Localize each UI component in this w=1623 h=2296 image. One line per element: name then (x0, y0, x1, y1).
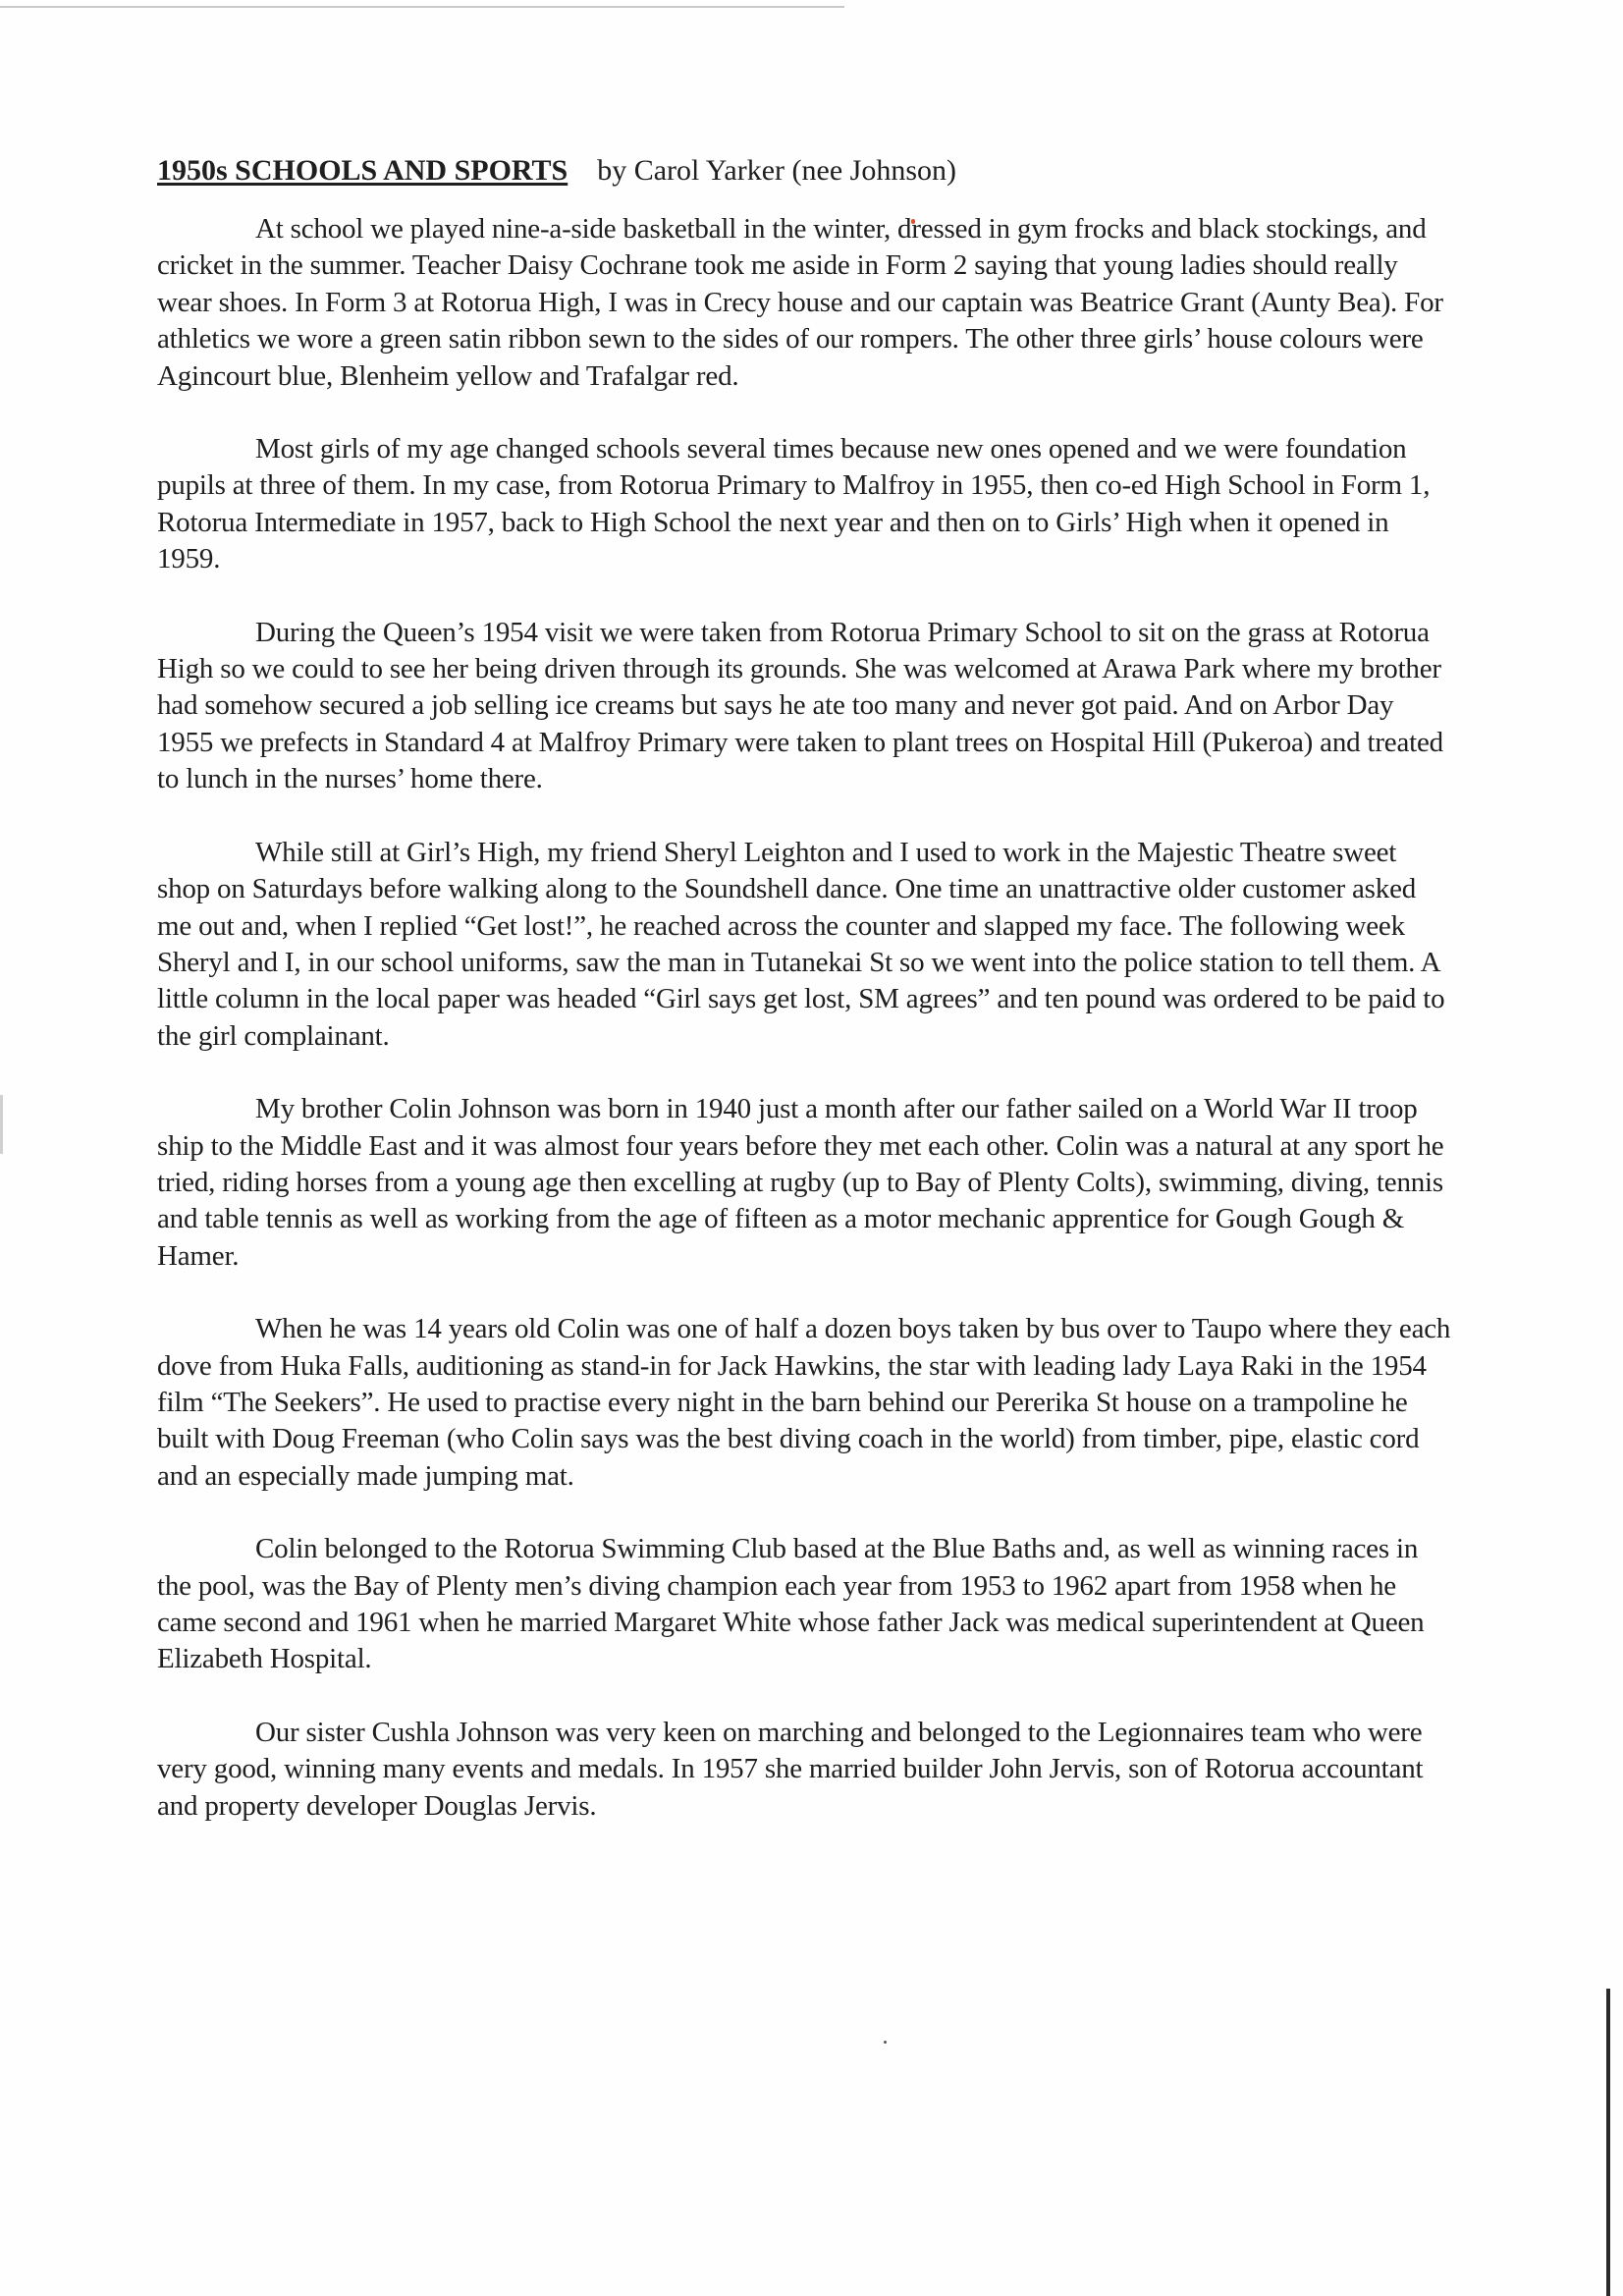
scan-right-edge (1606, 1989, 1610, 2296)
paragraph: Our sister Cushla Johnson was very keen on marching and belonged to the Legionnaires team who were very good, winning many events and medals. In 1957 she married builder John Jervis, son of Rotorua accountant and property developer Douglas Jervis. (157, 1716, 1424, 1822)
document-byline: by Carol Yarker (nee Johnson) (597, 154, 956, 187)
document-title: 1950s SCHOOLS AND SPORTS (157, 154, 568, 187)
paragraph: Most girls of my age changed schools several times because new ones opened and we were foundation pupils at three of them. In my case, from Rotorua Primary to Malfroy in 1955, then co-ed High School in Form 1, Rotorua Intermediate in 1957, back to High School the next year and then on to Girls’ High when it opened in 1959. (157, 433, 1431, 575)
document-heading (157, 152, 1453, 190)
ink-speck (884, 2041, 887, 2044)
paragraph: While still at Girl’s High, my friend Sheryl Leighton and I used to work in the Majestic Theatre sweet shop on Saturdays before walking along to the Soundshell dance. One time an unattractive older customer asked me out and, when I replied “Get lost!”, he reached across the counter and slapped my face. The following week Sheryl and I, in our school uniforms, saw the man in Tutanekai St so we went into the police station to tell them. A little column in the local paper was headed “Girl says get lost, SM agrees” and ten pound was ordered to be paid to the girl complainant. (157, 836, 1445, 1052)
paragraph: When he was 14 years old Colin was one of half a dozen boys taken by bus over to Taupo where they each dove from Huka Falls, auditioning as stand-in for Jack Hawkins, the star with leading lady Laya Raki in the 1954 film “The Seekers”. He used to practise every night in the barn behind our Pererika St house on a trampoline he built with Doug Freeman (who Colin says was the best diving coach in the world) from timber, pipe, elastic cord and an especially made jumping mat. (157, 1313, 1451, 1492)
paragraph: During the Queen’s 1954 visit we were taken from Rotorua Primary School to sit on the grass at Rotorua High so we could to see her being driven through its grounds. She was welcomed at Arawa Park where my brother had somehow secured a job selling ice creams but says he ate too many and never got paid. And on Arbor Day 1955 we prefects in Standard 4 at Malfroy Primary were taken to plant trees on Hospital Hill (Pukeroa) and treated to lunch in the nurses’ home there. (157, 616, 1443, 795)
scan-top-edge (0, 6, 844, 8)
paragraph: My brother Colin Johnson was born in 1940 just a month after our father sailed on a World War II troop ship to the Middle East and it was almost four years before they met each other. Colin was a natural at any sport he tried, riding horses from a young age then excelling at rugby (up to Bay of Plenty Colts), swimming, diving, tennis and table tennis as well as working from the age of fifteen as a motor mechanic apprentice for Gough Gough & Hamer. (157, 1093, 1444, 1272)
paragraph: Colin belonged to the Rotorua Swimming Club based at the Blue Baths and, as well as winning races in the pool, was the Bay of Plenty men’s diving champion each year from 1953 to 1962 apart from 1958 when he came second and 1961 when he married Margaret White whose father Jack was medical superintendent at Queen Elizabeth Hospital. (157, 1533, 1425, 1675)
document-body (157, 152, 1453, 1861)
paragraph: At school we played nine-a-side basketball in the winter, dressed in gym frocks and black stockings, and cricket in the summer. Teacher Daisy Cochrane took me aside in Form 2 saying that young ladies should really wear shoes. In Form 3 at Rotorua High, I was in Crecy house and our captain was Beatrice Grant (Aunty Bea). For athletics we wore a green satin ribbon sewn to the sides of our rompers. The other three girls’ house colours were Agincourt blue, Blenheim yellow and Trafalgar red. (157, 213, 1443, 392)
scan-left-mark (0, 1095, 3, 1154)
